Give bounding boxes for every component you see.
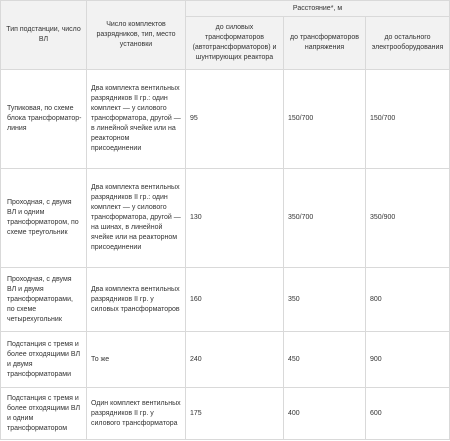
table-row <box>1 388 450 440</box>
row-distance-power: 160 <box>186 268 284 332</box>
header-substation-type: Тип подстанции, число ВЛ <box>1 1 87 70</box>
row-substation-type: Проходная, с двумя ВЛ и одним трансформатором, по схеме треугольник <box>1 169 87 268</box>
row-arrester-sets: То же <box>87 332 186 388</box>
row-distance-voltage: 450 <box>284 332 366 388</box>
table-row <box>1 332 450 388</box>
header-to-voltage-transformers: до трансформаторов напряжения <box>284 17 366 70</box>
row-distance-voltage: 350 <box>284 268 366 332</box>
header-arrester-sets: Число комплектов разрядников, тип, место установки <box>87 1 186 70</box>
table-row <box>1 70 450 169</box>
row-substation-type: Проходная, с двумя ВЛ и двумя трансформаторами, по схеме четырехугольник <box>1 268 87 332</box>
row-distance-other: 350/900 <box>366 169 450 268</box>
row-arrester-sets: Один комплект вентильных разрядников II гр. у силового трансформатора <box>87 388 186 440</box>
row-distance-other: 800 <box>366 268 450 332</box>
header-distance-group: Расстояние*, м <box>186 1 450 17</box>
row-distance-power: 240 <box>186 332 284 388</box>
table-row <box>1 169 450 268</box>
header-to-power-transformers: до силовых трансформаторов (автотрансформаторов) и шунтирующих реактора <box>186 17 284 70</box>
row-arrester-sets: Два комплекта вентильных разрядников II гр. у силовых трансформаторов <box>87 268 186 332</box>
row-distance-voltage: 350/700 <box>284 169 366 268</box>
row-distance-power: 130 <box>186 169 284 268</box>
row-distance-other: 150/700 <box>366 70 450 169</box>
table-row <box>1 268 450 332</box>
row-distance-power: 95 <box>186 70 284 169</box>
row-substation-type: Подстанция с тремя и более отходящими ВЛ и двумя трансформаторами <box>1 332 87 388</box>
row-distance-voltage: 150/700 <box>284 70 366 169</box>
row-substation-type: Подстанция с тремя и более отходящими ВЛ и одним трансформатором <box>1 388 87 440</box>
row-distance-power: 175 <box>186 388 284 440</box>
header-to-other-equipment: до остального электрооборудования <box>366 17 450 70</box>
row-distance-other: 600 <box>366 388 450 440</box>
row-substation-type: Тупиковая, по схеме блока трансформатор-линия <box>1 70 87 169</box>
row-arrester-sets: Два комплекта вентильных разрядников II гр.: один комплект — у силового трансформатора, другой — на шинах, в линейной ячейке или на реакторном присоединении <box>87 169 186 268</box>
row-distance-other: 900 <box>366 332 450 388</box>
row-arrester-sets: Два комплекта вентильных разрядников II гр.: один комплект — у силового трансформатора, другой — в линейной ячейке или на реакторном присоединении <box>87 70 186 169</box>
row-distance-voltage: 400 <box>284 388 366 440</box>
